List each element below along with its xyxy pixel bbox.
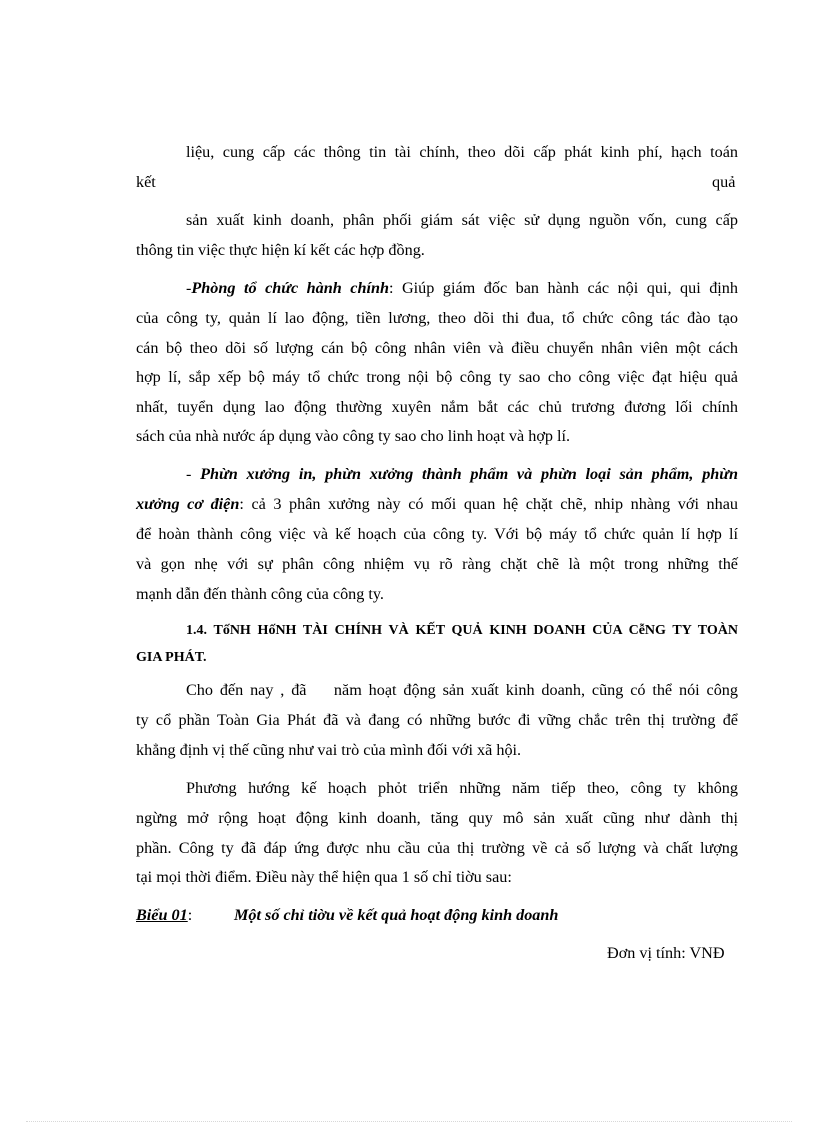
- paragraph-2-prefix: -: [186, 279, 192, 297]
- table-caption-title: Một số chỉ tiờu về kết quả hoạt động kinh doanh: [234, 906, 559, 924]
- paragraph-5-line-4: tại mọi thời điểm. Điều này thể hiện qua 1 số chỉ tiờu sau:: [136, 868, 512, 886]
- paragraph-4-line-1: Cho đến nay , đã năm hoạt động sản xuất kinh doanh, cũng có thể nói công: [186, 681, 738, 699]
- paragraph-3-line-1: [186, 464, 738, 484]
- paragraph-2-line-1: [186, 278, 738, 298]
- section-heading-line-1: 1.4. TốNH HốNH TÀI CHÍNH VÀ KẾT QUẢ KINH DOANH CỦA CễNG TY TOÀN: [186, 623, 738, 638]
- paragraph-3-line-4: và gọn nhẹ với sự phân công nhiệm vụ rõ ràng chặt chẽ là một trong những thế: [136, 555, 738, 573]
- page-bottom-divider: [26, 1121, 792, 1122]
- paragraph-1-line-2-right: quả: [712, 173, 736, 191]
- paragraph-3-prefix: -: [186, 465, 201, 483]
- paragraph-3-line-5: mạnh dẫn đến thành công của công ty.: [136, 585, 384, 603]
- section-heading-line-2: GIA PHÁT.: [136, 650, 207, 665]
- paragraph-4-line-3: khẳng định vị thế cũng như vai trò của mình đối với xã hội.: [136, 741, 522, 759]
- paragraph-1-line-2-left: kết: [136, 173, 156, 191]
- paragraph-1-line-3: sản xuất kinh doanh, phân phối giám sát việc sử dụng nguồn vốn, cung cấp: [186, 211, 738, 229]
- paragraph-5-line-3: phần. Công ty đã đáp ứng được nhu cầu của thị trường về cả số lượng và chất lượng: [136, 839, 738, 857]
- table-caption-separator: :: [187, 906, 193, 924]
- paragraph-2-line-6: sách của nhà nước áp dụng vào công ty sao cho linh hoạt và hợp lí.: [136, 427, 571, 445]
- paragraph-4-line-2: ty cổ phần Toàn Gia Phát đã và đang có những bước đi vững chắc trên thị trường để: [136, 711, 738, 729]
- table-caption: [136, 905, 192, 925]
- paragraph-2-line-4: hợp lí, sắp xếp bộ máy tổ chức trong nội bộ công ty sao cho công việc đạt hiệu quả: [136, 368, 738, 386]
- paragraph-5-line-2: ngừng mở rộng hoạt động kinh doanh, tăng quy mô sản xuất cũng như dành thị: [136, 809, 738, 827]
- unit-note: Đơn vị tính: VNĐ: [607, 944, 725, 962]
- paragraph-2-line-2: của công ty, quản lí lao động, tiền lương, theo dõi thi đua, tổ chức công tác đào tạo: [136, 309, 738, 327]
- paragraph-2-line-3: cán bộ theo dõi số lượng cán bộ công nhân viên và điều chuyển nhân viên một cách: [136, 339, 738, 357]
- paragraph-3-line-2-rest: : cả 3 phân xưởng này có mối quan hệ chặt chẽ, nhip nhàng với nhau: [239, 495, 738, 513]
- paragraph-1-line-4: thông tin việc thực hiện kí kết các hợp đồng.: [136, 241, 425, 259]
- table-caption-label: Biểu 01: [136, 906, 188, 924]
- paragraph-2-term: Phòng tổ chức hành chính: [191, 279, 389, 297]
- paragraph-5-line-1: Phương hướng kế hoạch phỏt triển những năm tiếp theo, công ty không: [186, 779, 738, 797]
- paragraph-3-line-3: để hoàn thành công việc và kế hoạch của công ty. Với bộ máy tổ chức quản lí hợp lí: [136, 525, 738, 543]
- paragraph-3-term-line-1: Phừn xưởng in, phừn xưởng thành phẩm và phừn loại sản phẩm, phừn: [200, 465, 739, 483]
- paragraph-2-line-1-rest: : Giúp giám đốc ban hành các nội qui, qui định: [388, 279, 738, 297]
- paragraph-3-term-line-2: xưởng cơ điện: [136, 495, 240, 513]
- paragraph-1-line-1: liệu, cung cấp các thông tin tài chính, theo dõi cấp phát kinh phí, hạch toán: [186, 143, 738, 161]
- paragraph-3-line-2: [136, 494, 738, 514]
- paragraph-2-line-5: nhất, tuyển dụng lao động thường xuyên nắm bắt các chủ trương đương lối chính: [136, 398, 738, 416]
